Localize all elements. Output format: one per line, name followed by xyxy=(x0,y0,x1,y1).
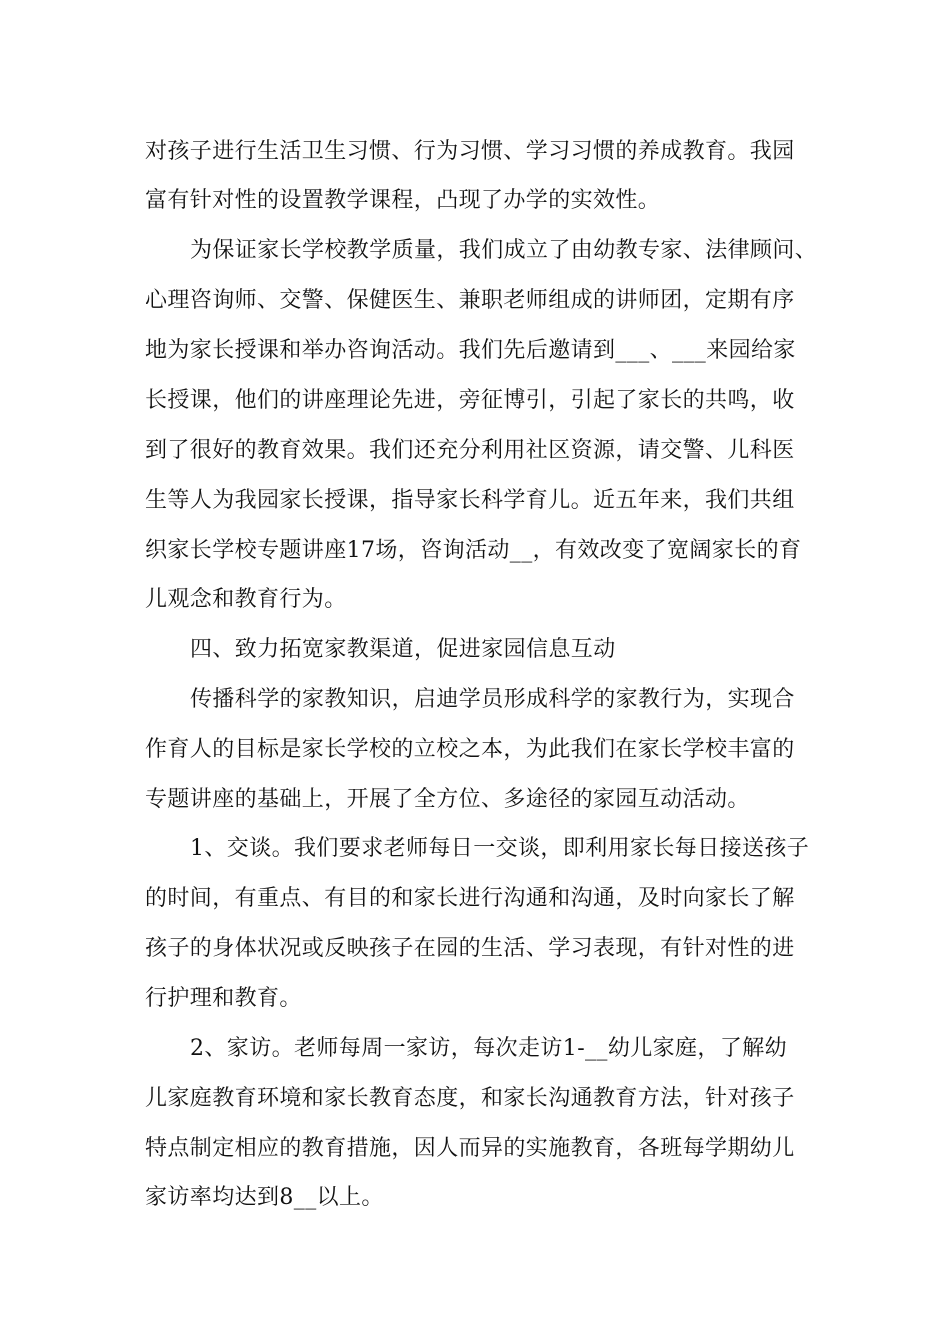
text-line: 1、交谈。我们要求老师每日一交谈，即利用家长每日接送孩子 xyxy=(190,836,810,861)
text-line: 为保证家长学校教学质量，我们成立了由幼教专家、法律顾问、 xyxy=(190,238,818,263)
text-line: 儿家庭教育环境和家长教育态度，和家长沟通教育方法，针对孩子 xyxy=(145,1086,795,1111)
text-line: 专题讲座的基础上，开展了全方位、多途径的家园互动活动。 xyxy=(145,787,750,812)
text-line: 特点制定相应的教育措施，因人而异的实施教育，各班每学期幼儿 xyxy=(145,1136,795,1161)
text-line: 心理咨询师、交警、保健医生、兼职老师组成的讲师团，定期有序 xyxy=(145,288,795,313)
text-line: 织家长学校专题讲座17场，咨询活动__，有效改变了宽阔家长的育 xyxy=(145,538,802,563)
text-line: 儿观念和教育行为。 xyxy=(145,587,347,612)
text-line: 到了很好的教育效果。我们还充分利用社区资源，请交警、儿科医 xyxy=(145,438,795,463)
text-line: 2、家访。老师每周一家访，每次走访1-__幼儿家庭，了解幼 xyxy=(190,1036,788,1061)
section-heading: 四、致力拓宽家教渠道，促进家园信息互动 xyxy=(190,637,616,662)
text-line: 对孩子进行生活卫生习惯、行为习惯、学习习惯的养成教育。我园 xyxy=(145,139,795,164)
text-line: 地为家长授课和举办咨询活动。我们先后邀请到___、___来园给家 xyxy=(145,338,796,363)
text-line: 富有针对性的设置教学课程，凸现了办学的实效性。 xyxy=(145,188,661,213)
text-line: 家访率均达到8__以上。 xyxy=(145,1185,384,1210)
text-line: 行护理和教育。 xyxy=(145,986,302,1011)
text-line: 长授课，他们的讲座理论先进，旁征博引，引起了家长的共鸣，收 xyxy=(145,388,795,413)
text-line: 生等人为我园家长授课，指导家长科学育儿。近五年来，我们共组 xyxy=(145,488,795,513)
text-line: 作育人的目标是家长学校的立校之本，为此我们在家长学校丰富的 xyxy=(145,737,795,762)
text-line: 孩子的身体状况或反映孩子在园的生活、学习表现，有针对性的进 xyxy=(145,936,795,961)
text-line: 的时间，有重点、有目的和家长进行沟通和沟通，及时向家长了解 xyxy=(145,886,795,911)
text-line: 传播科学的家教知识，启迪学员形成科学的家教行为，实现合 xyxy=(190,687,795,712)
